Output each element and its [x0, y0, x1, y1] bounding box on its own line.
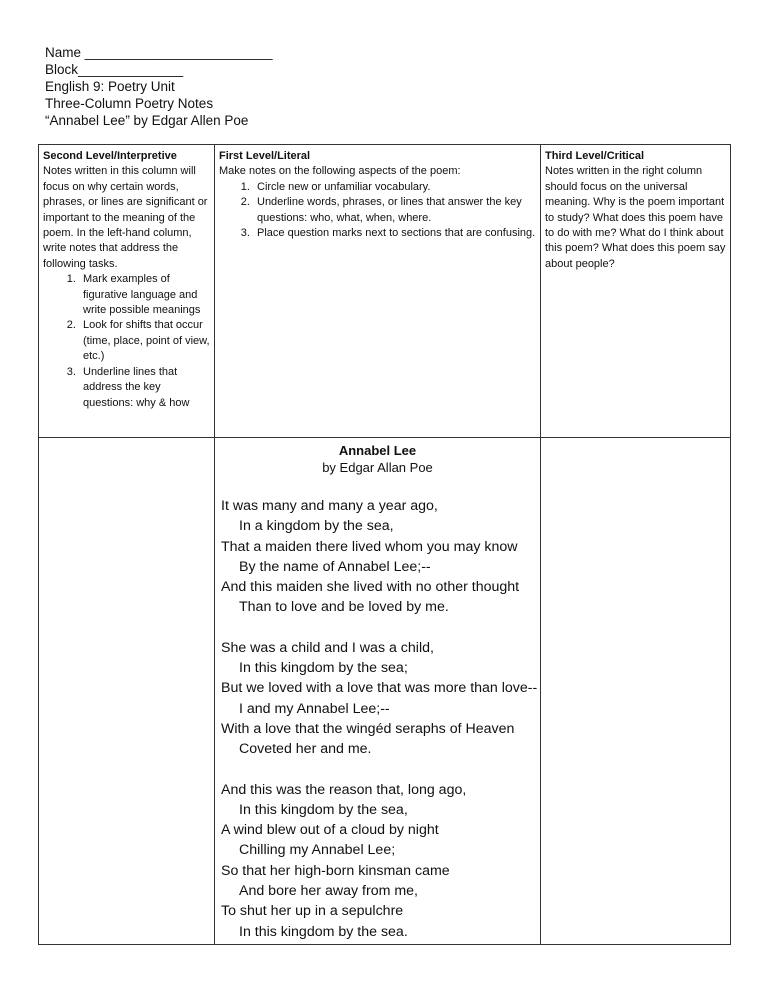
left-column-heading: Second Level/Interpretive — [43, 150, 177, 162]
middle-task-list — [219, 180, 536, 242]
three-column-notes-table — [38, 144, 731, 945]
poem-line: So that her high-born kinsman came — [221, 862, 450, 879]
poem-line: Than to love and be loved by me. — [239, 599, 449, 616]
poem-line: Coveted her and me. — [239, 741, 372, 758]
poem-reference: “Annabel Lee” by Edgar Allen Poe — [45, 113, 249, 128]
right-instructions-cell — [541, 145, 731, 438]
worksheet-header — [45, 44, 272, 129]
poem-line: In this kingdom by the sea, — [239, 801, 408, 818]
poem-line: And this maiden she lived with no other thought — [221, 579, 520, 596]
poem-line: To shut her up in a sepulchre — [221, 903, 404, 920]
poem-line: And this was the reason that, long ago, — [221, 781, 467, 798]
middle-task-item: 1. Circle new or unfamiliar vocabulary. — [253, 180, 536, 195]
left-task-item: 2. Look for shifts that occur (time, place, point of view, etc.) — [79, 318, 210, 364]
poem-line: But we loved with a love that was more than love-- — [221, 680, 538, 697]
poem-line: It was many and many a year ago, — [221, 498, 438, 514]
poem-byline: by Edgar Allan Poe — [322, 460, 433, 475]
left-task-item: 1. Mark examples of figurative language and write possible meanings — [79, 272, 210, 318]
course-title: English 9: Poetry Unit — [45, 79, 175, 94]
poem-line: Chilling my Annabel Lee; — [239, 842, 396, 859]
poem-cell — [215, 438, 541, 945]
poem-line: With a love that the wingéd seraphs of Heaven — [221, 720, 515, 737]
poem-line: I and my Annabel Lee;-- — [239, 700, 390, 717]
poem-line: In this kingdom by the sea. — [239, 923, 408, 940]
poem-stanza — [219, 780, 536, 942]
poem-stanza — [219, 638, 536, 760]
poem-line: She was a child and I was a child, — [221, 639, 434, 656]
middle-column-heading: First Level/Literal — [219, 150, 311, 162]
poem-line: By the name of Annabel Lee;-- — [239, 558, 431, 575]
left-notes-area[interactable] — [39, 438, 215, 945]
middle-column-intro: Make notes on the following aspects of the poem: — [219, 165, 461, 178]
poem-title: Annabel Lee — [338, 443, 417, 458]
assignment-title: Three-Column Poetry Notes — [45, 96, 214, 111]
left-column-intro: Notes written in this column will focus on why certain words, phrases, or lines are significant or important to the meaning of the poem. In the left-hand column, write notes that address the following tasks. — [43, 165, 208, 270]
poem-line: And bore her away from me, — [239, 883, 418, 900]
right-column-heading: Third Level/Critical — [545, 150, 645, 162]
right-column-text: Notes written in the right column should focus on the universal meaning. Why is the poem important to study? What does this poem have to do with me? What do I think about this poem? What does this poem say about people? — [545, 165, 726, 270]
right-notes-area[interactable] — [541, 438, 731, 945]
poem-line: In this kingdom by the sea; — [239, 660, 408, 677]
left-task-item: 3. Underline lines that address the key questions: why & how — [79, 365, 210, 411]
block-line: Block______________ — [45, 62, 184, 77]
left-instructions-cell — [39, 145, 215, 438]
middle-task-item: 3. Place question marks next to sections that are confusing. — [253, 226, 536, 241]
poem-title-block — [219, 442, 536, 476]
middle-task-item: 2. Underline words, phrases, or lines that answer the key questions: who, what, when, where. — [253, 195, 536, 226]
middle-instructions-cell — [215, 145, 541, 438]
poem-line: In a kingdom by the sea, — [239, 518, 394, 535]
left-task-list — [43, 272, 210, 411]
poem-line: That a maiden there lived whom you may know — [221, 538, 518, 555]
poem-line: A wind blew out of a cloud by night — [221, 822, 439, 839]
poem-stanza — [219, 496, 536, 618]
name-line: Name _________________________ — [45, 45, 273, 60]
